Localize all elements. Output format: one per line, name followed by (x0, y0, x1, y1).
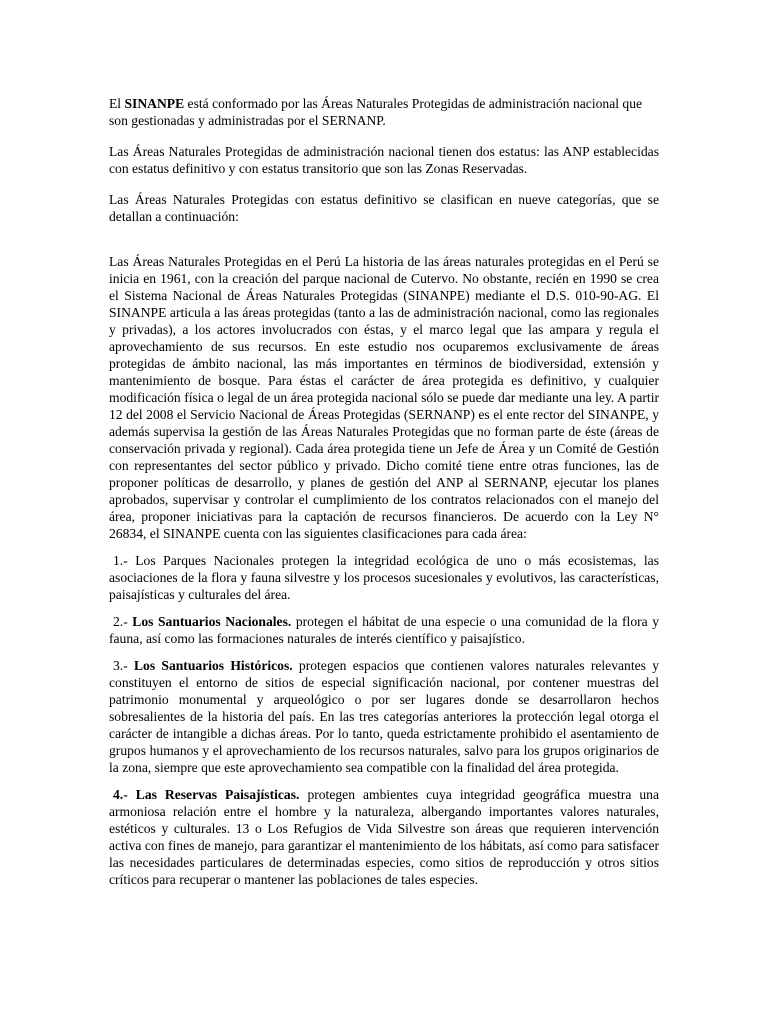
item-number: 4.- (113, 787, 136, 802)
paragraph-estatus: Las Áreas Naturales Protegidas de administración nacional tienen dos estatus: las ANP establecidas con estatus definitivo y con estatus transitorio que son las Zonas Reservadas. (109, 144, 659, 176)
document-page (109, 95, 659, 898)
item-title: Los Santuarios Históricos. (133, 658, 293, 673)
item-title: Las Reservas Paisajísticas. (135, 787, 300, 802)
item-text: Los Parques Nacionales protegen la integridad ecológica de uno o más ecosistemas, las asociaciones de la flora y fauna silvestre y los procesos sucesionales y evolutivos, las características, paisajísticas y culturales del área. (109, 553, 659, 602)
list-item-santuarios-nacionales (109, 613, 659, 647)
intro-prefix: El (109, 96, 125, 111)
item-text: protegen espacios que contienen valores naturales relevantes y constituyen el entorno de sitios de especial significación nacional, por contener muestras del patrimonio monumental y arqueológico o por ser lugares donde se desarrollaron hechos sobresalientes de la historia del país. En las tres categorías anteriores la protección legal otorga el carácter de intangible a dichas áreas. Por lo tanto, queda estrictamente prohibido el asentamiento de grupos humanos y el aprovechamiento de los recursos naturales, salvo para los grupos originarios de la zona, siempre que este aprovechamiento sea compatible con la finalidad del área protegida. (109, 658, 660, 775)
item-text: protegen el hábitat de una especie o una comunidad de la flora y fauna, así como las formaciones naturales de interés científico y paisajístico. (109, 614, 660, 646)
paragraph-historia: Las Áreas Naturales Protegidas en el Perú La historia de las áreas naturales protegidas en el Perú se inicia en 1961, con la creación del parque nacional de Cutervo. No obstante, recién en 1990 se crea el Sistema Nacional de Áreas Naturales Protegidas (SINANPE) mediante el D.S. 010-90-AG. El SINANPE articula a las áreas protegidas (tanto a las de administración nacional, como las regionales y privadas), a los actores involucrados con éstas, y el marco legal que las ampara y regula el aprovechamiento de sus recursos. En este estudio nos ocuparemos exclusivamente de áreas protegidas de ámbito nacional, las más importantes en términos de biodiversidad, extensión y mantenimiento de bosque. Para éstas el carácter de área protegida es definitivo, y cualquier modificación física o legal de un área protegida nacional sólo se puede dar mediante una ley. A partir 12 del 2008 el Servicio Nacional de Áreas Protegidas (SERNANP) es el ente rector del SINANPE, y además supervisa la gestión de las Áreas Naturales Protegidas que no forman parte de éste (áreas de conservación privada y regional). Cada área protegida tiene un Jefe de Área y un Comité de Gestión con representantes del sector público y privado. Dicho comité tiene entre otras funciones, las de proponer políticas de desarrollo, y planes de gestión del ANP al SERNANP, ejecutar los planes aprobados, supervisar y controlar el cumplimiento de los contratos relacionados con el manejo del área, proponer iniciativas para la captación de recursos financieros. De acuerdo con la Ley N° 26834, el SINANPE cuenta con las siguientes clasificaciones para cada área: (109, 254, 659, 541)
item-number: 2.- (113, 614, 133, 629)
list-item-parques-nacionales (109, 552, 659, 603)
item-number: 1.- (113, 553, 128, 568)
item-text: protegen ambientes cuya integridad geográfica muestra una armoniosa relación entre el hombre y la naturaleza, albergando importantes valores naturales, estéticos y culturales. 13 o Los Refugios de Vida Silvestre son áreas que requieren intervención activa con fines de manejo, para garantizar el mantenimiento de los hábitats, así como para satisfacer las necesidades particulares de determinadas especies, como sitios de reproducción y otros sitios críticos para recuperar o mantener las poblaciones de tales especies. (109, 787, 659, 887)
list-item-santuarios-historicos (109, 657, 659, 776)
item-title: Los Santuarios Nacionales. (132, 614, 292, 629)
spacer (109, 239, 659, 253)
paragraph-sinanpe-intro (109, 95, 659, 129)
sinanpe-bold: SINANPE (124, 96, 185, 111)
item-number: 3.- (113, 658, 134, 673)
paragraph-categorias: Las Áreas Naturales Protegidas con estatus definitivo se clasifican en nueve categorías, que se detallan a continuación: (109, 192, 659, 224)
list-item-reservas-paisajisticas (109, 786, 659, 888)
intro-rest: está conformado por las Áreas Naturales Protegidas de administración nacional que son gestionadas y administradas por el SERNANP. (109, 96, 643, 128)
